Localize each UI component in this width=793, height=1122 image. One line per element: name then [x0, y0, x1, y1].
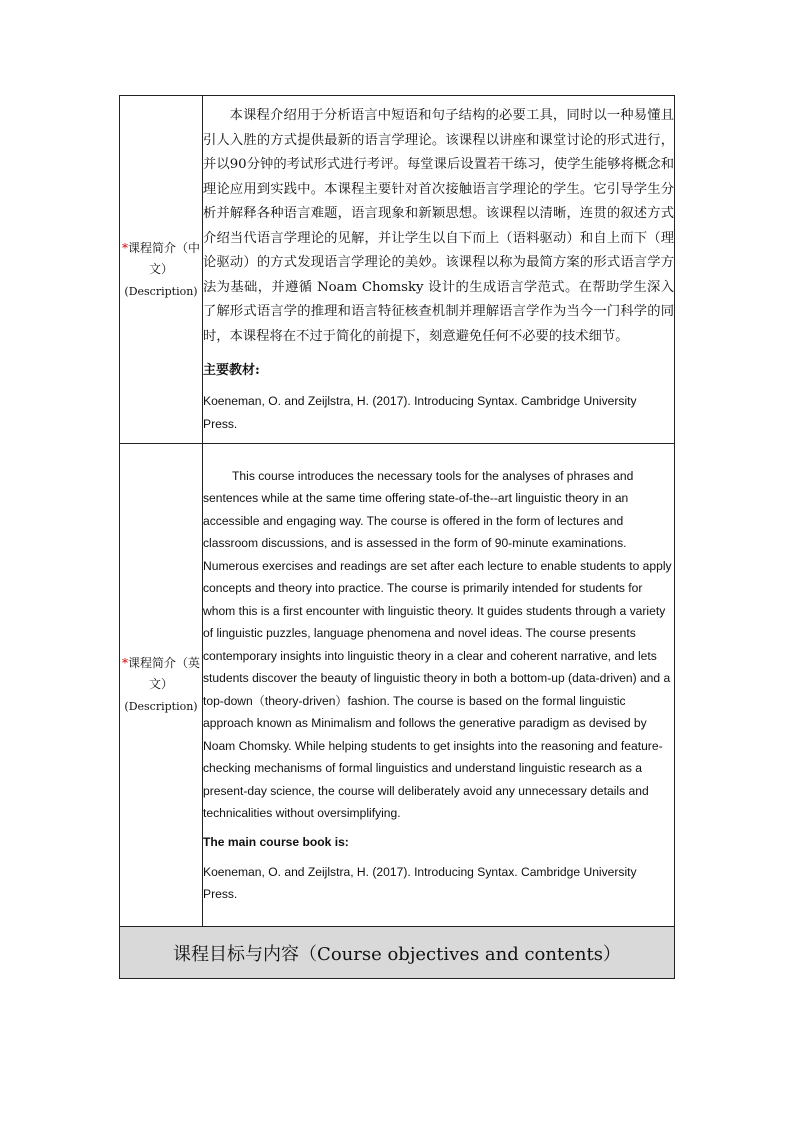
row-content-english [203, 444, 675, 927]
textbook-heading-english: The main course book is: [203, 834, 349, 849]
required-marker: * [121, 240, 128, 255]
table-row [120, 96, 675, 444]
textbook-reference: Koeneman, O. and Zeijlstra, H. (2017). Introducing Syntax. Cambridge University Press. [203, 394, 637, 431]
row-label-english [120, 444, 203, 927]
row-content-chinese [203, 96, 675, 444]
course-description-table [119, 95, 675, 979]
row-label-text: 课程简介（中文） [127, 240, 200, 276]
table-row [120, 444, 675, 927]
row-label-desc: (Description) [124, 700, 198, 713]
row-label-chinese [120, 96, 203, 444]
required-marker: * [121, 656, 128, 670]
table-row [120, 927, 675, 979]
textbook-reference: Koeneman, O. and Zeijlstra, H. (2017). Introducing Syntax. Cambridge University Press. [203, 864, 637, 901]
textbook-heading-chinese: 主要教材: [203, 363, 260, 378]
description-body-english: This course introduces the necessary tools for the analyses of phrases and sentences while at the same time offering state-of-the--art linguistic theory in an accessible and engaging way. The course is offered in the form of lectures and classroom discussions, and is assessed in the form of 90-minute examinations. Numerous exercises and readings are set after each lecture to enable students to apply concepts and theory into practice. The course is primarily intended for students for whom this is a first encounter with linguistic theory. It guides students through a variety of linguistic puzzles, language phenomena and novel ideas. The course presents contemporary insights into linguistic theory in a clear and coherent narrative, and lets students discover the beauty of linguistic theory in both a bottom-up (data-driven) and a top-down（theory-driven）fashion. The course is based on the formal linguistic approach known as Minimalism and follows the generative paradigm as devised by Noam Chomsky. While helping students to get insights into the reasoning and feature-checking mechanisms of formal linguistics and understand linguistic research as a present-day science, the course will deliberately avoid any unnecessary details and technicalities without oversimplifying. [203, 468, 672, 820]
section-header-objectives: 课程目标与内容（Course objectives and contents） [120, 927, 675, 979]
row-label-desc: (Description) [124, 284, 198, 298]
description-body-chinese: 本课程介绍用于分析语言中短语和句子结构的必要工具，同时以一种易懂且引人入胜的方式提供最新的语言学理论。该课程以讲座和课堂讨论的形式进行，并以90分钟的考试形式进行考评。每堂课后设置若干练习，使学生能够将概念和理论应用到实践中。本课程主要针对首次接触语言学理论的学生。它引导学生分析并解释各种语言难题，语言现象和新颖思想。该课程以清晰，连贯的叙述方式介绍当代语言学理论的见解，并让学生以自下而上（语料驱动）和自上而下（理论驱动）的方式发现语言学理论的美妙。该课程以称为最简方案的形式语言学方法为基础，并遵循 Noam Chomsky 设计的生成语言学范式。在帮助学生深入了解形式语言学的推理和语言特征核查机制并理解语言学作为当今一门科学的同时，本课程将在不过于简化的前提下，刻意避免任何不必要的技术细节。 [203, 108, 674, 344]
row-label-text: 课程简介（英文） [127, 656, 200, 691]
